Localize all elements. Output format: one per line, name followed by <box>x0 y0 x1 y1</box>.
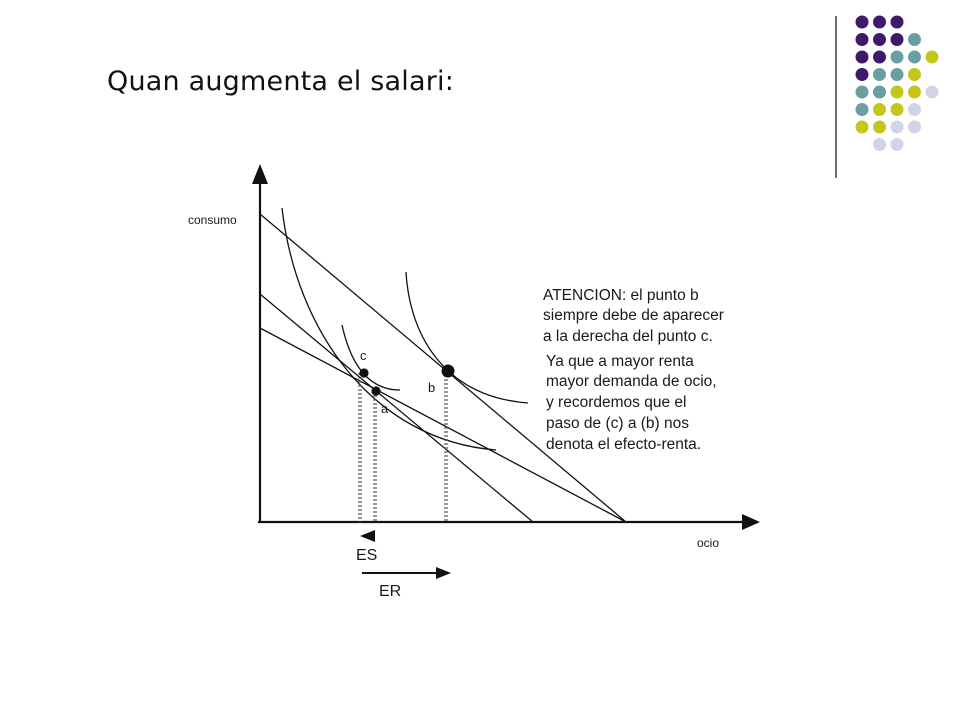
note-line-4: Ya que a mayor renta <box>546 353 694 370</box>
point-b <box>442 365 455 378</box>
note-line-8: denota el efecto-renta. <box>546 436 702 453</box>
es-arrow-head <box>360 530 375 542</box>
point-c-label: c <box>360 348 367 363</box>
x-axis-arrow <box>742 514 760 530</box>
x-axis-label: ocio <box>697 536 720 550</box>
y-axis-arrow <box>252 164 268 184</box>
indifference-curve-inner <box>342 325 400 390</box>
indifference-curve-middle <box>282 208 496 450</box>
note-line-7: paso de (c) a (b) nos <box>546 415 690 432</box>
indifference-curve-outer <box>406 272 528 403</box>
slide-title: Quan augmenta el salari: <box>107 66 454 97</box>
note-line-2: siempre debe de aparecer <box>543 307 724 324</box>
point-a-label: a <box>381 401 389 416</box>
note-line-6: y recordemos que el <box>546 394 687 411</box>
er-label: ER <box>379 583 402 600</box>
note-line-3: a la derecha del punto c. <box>543 328 713 345</box>
note-line-1: ATENCION: el punto b <box>543 287 699 304</box>
es-label: ES <box>356 547 378 564</box>
point-a <box>371 386 380 395</box>
y-axis-label: consumo <box>188 213 237 227</box>
point-c <box>359 368 368 377</box>
point-b-label: b <box>428 380 436 395</box>
er-arrow-head <box>436 567 451 579</box>
note-line-5: mayor demanda de ocio, <box>546 373 717 390</box>
